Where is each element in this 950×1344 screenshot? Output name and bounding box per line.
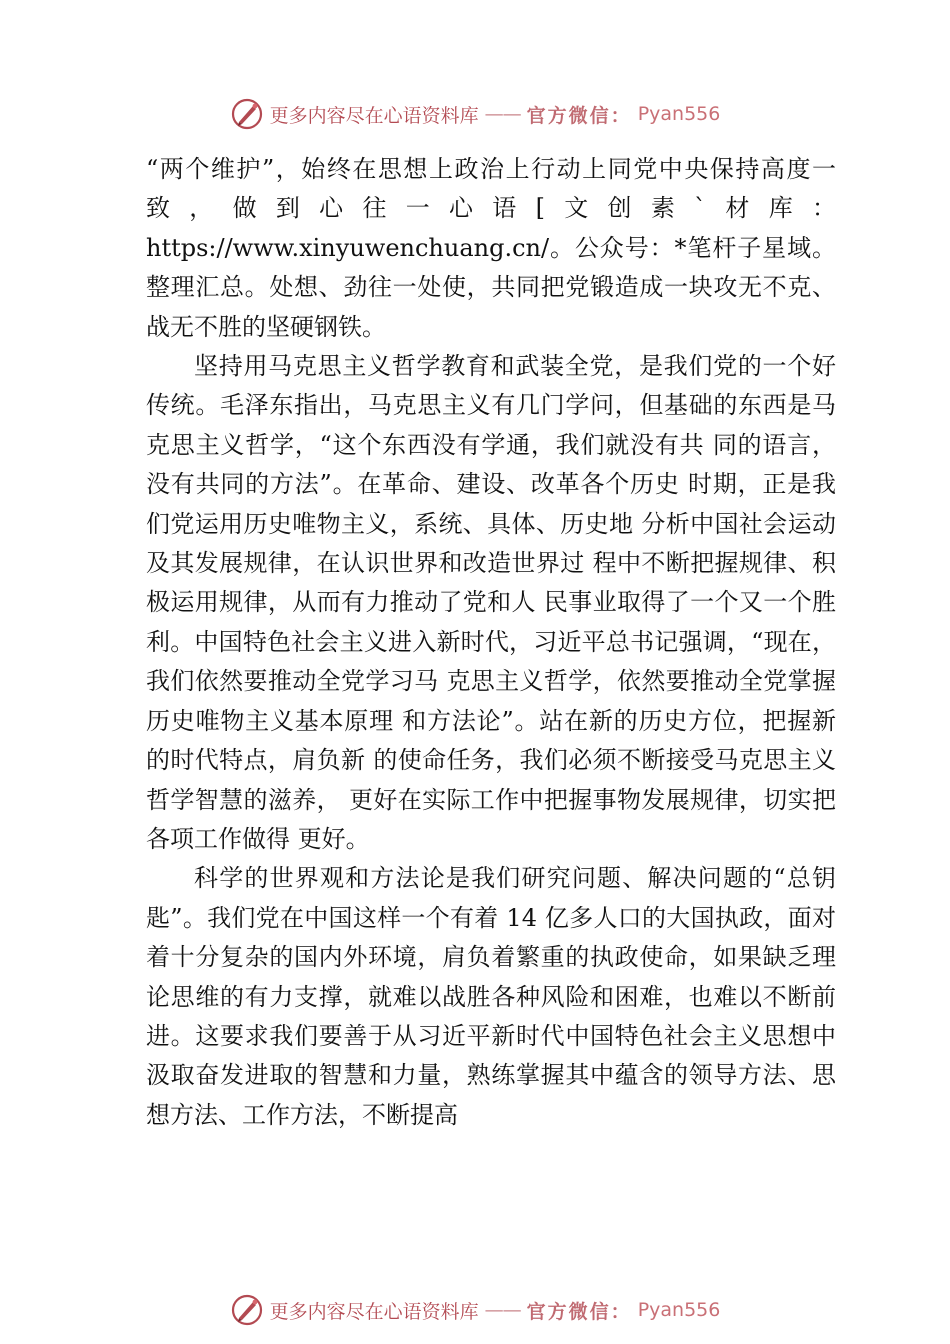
paragraph-3: 科学的世界观和方法论是我们研究问题、解决问题的“总钥匙”。我们党在中国这样一个有着 14 亿多人口的大国执政，面对着十分复杂的国内外环境，肩负着繁重的执政使命，如果缺乏理论思维的有力支撑，就难以战胜各种风险和困难，也难以不断前进。这要求我们要善于从习近平新时代中国特色社会主义思想中汲取奋发进取的智慧和力量，熟练掌握其中蕴含的领导方法、思想方法、工作方法，不断提高 [146,864,836,1129]
footer-wechat-label: 官方微信： [526,1300,632,1323]
document-body [146,150,836,1135]
paragraph-2: 坚持用马克思主义哲学教育和武装全党，是我们党的一个好传统。毛泽东指出，马克思主义有几门学问，但基础的东西是马克思主义哲学，“这个东西没有学通，我们就没有共 同的语言，没有共同的方法”。在革命、建设、改革各个历史 时期，正是我们党运用历史唯物主义，系统、具体、历史地 分析中国社会运动及其发展规律，在认识世界和改造世界过 程中不断把握规律、积极运用规律，从而有力推动了党和人 民事业取得了一个又一个胜利。中国特色社会主义进入新时代，习近平总书记强调，“现在，我们依然要推动全党学习马 克思主义哲学，依然要推动全党掌握历史唯物主义基本原理 和方法论”。站在新的历史方位，把握新的时代特点，肩负新 的使命任务，我们必须不断接受马克思主义哲学智慧的滋养， 更好在实际工作中把握事物发展规律，切实把各项工作做得 更好。 [146,352,836,853]
paragraph-1: “两个维护”，始终在思想上政治上行动上同党中央保持高度一致，做到心往一心语[文创素`材库：https://www.xinyuwenchuang.cn/。公众号：*笔杆子星域。整理汇总。处想、劲往一处使，共同把党锻造成一块攻无不克、战无不胜的坚硬钢铁。 [146,155,836,341]
header-dash: —— [484,103,521,125]
pen-logo-icon [230,97,264,131]
footer-site-text: 更多内容尽在心语资料库 [269,1300,479,1323]
header-wechat-id: Pyan556 [637,103,721,125]
footer-banner [0,1290,950,1330]
header-wechat-label: 官方微信： [526,104,632,127]
header-site-text: 更多内容尽在心语资料库 [269,104,479,127]
header-banner [0,94,950,134]
footer-dash: —— [484,1299,521,1321]
pen-logo-icon [230,1293,264,1327]
footer-wechat-id: Pyan556 [637,1299,721,1321]
